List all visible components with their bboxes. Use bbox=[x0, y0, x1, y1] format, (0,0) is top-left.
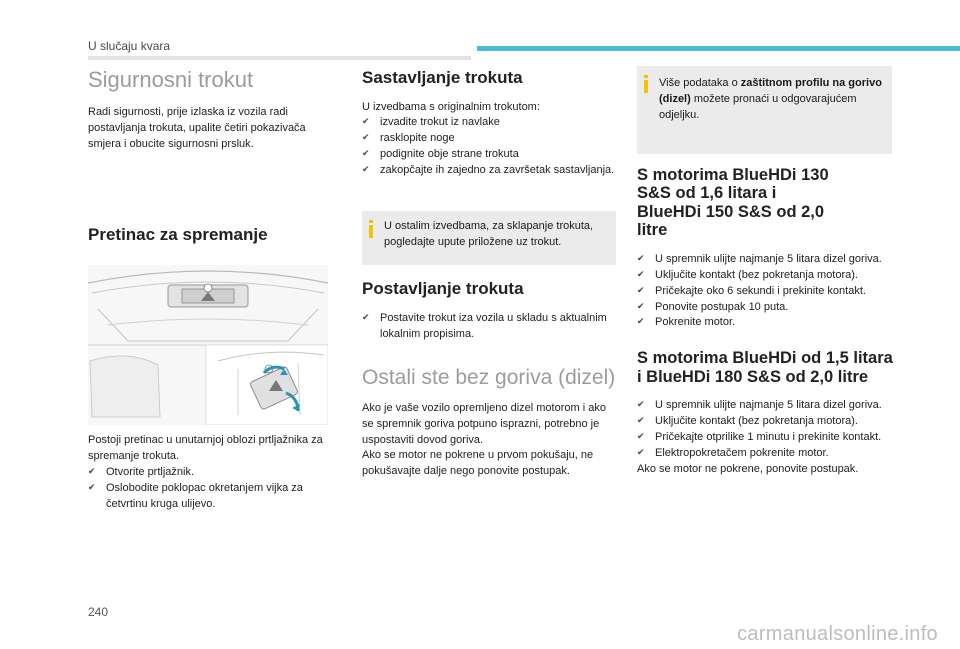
info-icon bbox=[644, 75, 648, 93]
storage-steps bbox=[88, 465, 328, 513]
list-item: ✔ Otvorite prtljažnik. bbox=[88, 465, 328, 481]
list-item: ✔ Pričekajte oko 6 sekundi i prekinite kontakt. bbox=[637, 284, 892, 300]
info-fuel-text-pre: Više podataka o bbox=[659, 77, 741, 89]
trunk-storage-illustration bbox=[88, 265, 328, 425]
section-title-assembly: Sastavljanje trokuta bbox=[362, 68, 523, 87]
list-item: ✔ Elektropokretačem pokrenite motor. bbox=[637, 446, 892, 462]
list-item: ✔ Pričekajte otprilike 1 minutu i prekinite kontakt. bbox=[637, 430, 892, 446]
engine-2-after-text: Ako se motor ne pokrene, ponovite postupak. bbox=[637, 463, 859, 476]
column-middle bbox=[362, 66, 616, 480]
section-title-storage: Pretinac za spremanje bbox=[88, 225, 268, 244]
header-section-label: U slučaju kvara bbox=[88, 39, 171, 53]
list-item: ✔ Oslobodite poklopac okretanjem vijka za četvrtinu kruga ulijevo. bbox=[88, 481, 328, 513]
engine-1-steps bbox=[637, 252, 892, 332]
engine-2-steps bbox=[637, 398, 892, 462]
list-item: ✔ izvadite trokut iz navlake bbox=[362, 115, 616, 131]
watermark: carmanualsonline.info bbox=[737, 623, 938, 645]
section-title-out-of-fuel: Ostali ste bez goriva (dizel) bbox=[362, 365, 616, 389]
section-title-safety-triangle: Sigurnosni trokut bbox=[88, 67, 254, 92]
header-accent-bar bbox=[477, 46, 960, 51]
fuel-text-retry: Ako se motor ne pokrene u prvom pokušaju, ne pokušavajte dalje nego ponovite postupak. bbox=[362, 449, 594, 478]
page-number: 240 bbox=[88, 605, 109, 619]
section-title-engine-1: S motorima BlueHDi 130 S&S od 1,6 litara i BlueHDi 150 S&S od 2,0 litre bbox=[637, 165, 829, 240]
fuel-text: Ako je vaše vozilo opremljeno dizel motorom i ako se spremnik goriva potpuno isprazni, potrebno je uspostaviti dovod goriva. bbox=[362, 401, 606, 446]
info-box-fuel-protection bbox=[637, 66, 892, 154]
storage-block bbox=[88, 433, 328, 513]
list-item: ✔ Uključite kontakt (bez pokretanja motora). bbox=[637, 268, 892, 284]
placement-steps bbox=[362, 311, 616, 343]
list-item: ✔ podignite obje strane trokuta bbox=[362, 147, 616, 163]
column-left bbox=[88, 66, 328, 245]
info-fuel-text-post: možete pronaći u odgovarajućem odjeljku. bbox=[659, 92, 857, 121]
assembly-intro: U izvedbama s originalnim trokutom: bbox=[362, 100, 540, 113]
section-title-placement: Postavljanje trokuta bbox=[362, 279, 524, 299]
list-item: ✔ Ponovite postupak 10 puta. bbox=[637, 300, 892, 316]
list-item: ✔ U spremnik ulijte najmanje 5 litara dizel goriva. bbox=[637, 398, 892, 414]
section-title-engine-2: S motorima BlueHDi od 1,5 litara i BlueHDi 180 S&S od 2,0 litre bbox=[637, 349, 893, 386]
list-item: ✔ Pokrenite motor. bbox=[637, 315, 892, 331]
storage-text: Postoji pretinac u unutarnjoj oblozi prtljažnika za spremanje trokuta. bbox=[88, 434, 323, 462]
list-item: ✔ Uključite kontakt (bez pokretanja motora). bbox=[637, 414, 892, 430]
info-fuel-text-bold: zaštitnom profilu na gorivo (dizel) bbox=[659, 77, 882, 105]
list-item: ✔ zakopčajte ih zajedno za završetak sastavljanja. bbox=[362, 163, 616, 179]
header-divider-gray bbox=[88, 56, 471, 60]
list-item: ✔ Postavite trokut iza vozila u skladu s aktualnim lokalnim propisima. bbox=[362, 311, 616, 343]
safety-intro-text: Radi sigurnosti, prije izlaska iz vozila radi postavljanja trokuta, upalite četiri pokazivača smjera i obucite sigurnosni prsluk. bbox=[88, 106, 306, 151]
assembly-steps bbox=[362, 115, 616, 179]
info-assembly-text: U ostalim izvedbama, za sklapanje trokuta, pogledajte upute priložene uz trokut. bbox=[384, 220, 594, 249]
list-item: ✔ rasklopite noge bbox=[362, 131, 616, 147]
list-item: ✔ U spremnik ulijte najmanje 5 litara dizel goriva. bbox=[637, 252, 892, 268]
info-box-assembly bbox=[362, 211, 616, 265]
info-icon bbox=[369, 220, 373, 238]
column-right bbox=[637, 66, 892, 478]
